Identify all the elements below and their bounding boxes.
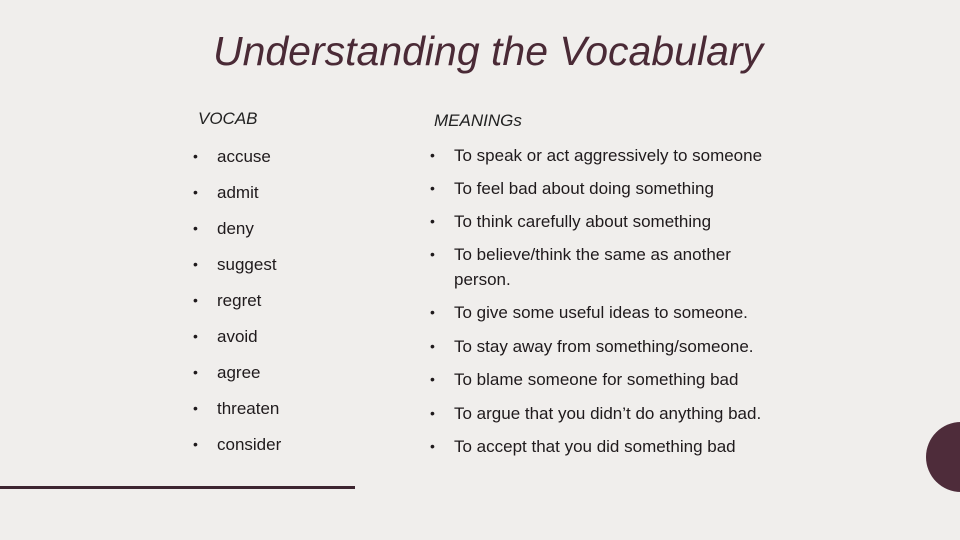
meaning-item (430, 401, 810, 426)
vocab-word: consider (217, 435, 282, 454)
slide-title: Understanding the Vocabulary (212, 28, 764, 74)
vocab-item (193, 216, 254, 241)
bullet-icon: • (430, 304, 435, 320)
meaning-item (430, 367, 810, 392)
bullet-icon: • (193, 184, 198, 200)
bottom-divider (0, 486, 355, 489)
meaning-item (430, 300, 810, 325)
bullet-icon: • (193, 364, 198, 380)
bullet-icon: • (430, 180, 435, 196)
meaning-item (430, 209, 810, 234)
meaning-item (430, 334, 810, 359)
vocab-word: regret (217, 291, 262, 310)
bullet-icon: • (430, 405, 435, 421)
bullet-icon: • (193, 148, 198, 164)
meaning-text: To accept that you did something bad (454, 437, 736, 456)
bullet-icon: • (193, 328, 198, 344)
bullet-icon: • (193, 400, 198, 416)
accent-circle (926, 422, 960, 492)
bullet-icon: • (430, 213, 435, 229)
meanings-column-header: MEANINGs (434, 111, 522, 130)
vocab-item (193, 180, 259, 205)
meaning-text: To feel bad about doing something (454, 179, 714, 198)
vocab-item (193, 360, 260, 385)
vocab-word: deny (217, 219, 254, 238)
meaning-item (430, 143, 810, 168)
bullet-icon: • (193, 436, 198, 452)
meaning-item (430, 434, 810, 459)
meaning-text: To give some useful ideas to someone. (454, 303, 748, 322)
bullet-icon: • (430, 371, 435, 387)
vocab-item (193, 432, 281, 457)
vocab-word: accuse (217, 147, 271, 166)
vocab-word: admit (217, 183, 259, 202)
vocab-item (193, 144, 271, 169)
vocab-column-header: VOCAB (198, 109, 258, 128)
vocab-word: agree (217, 363, 261, 382)
meaning-text: To believe/think the same as another person. (454, 245, 731, 289)
bullet-icon: • (430, 338, 435, 354)
bullet-icon: • (193, 292, 198, 308)
meaning-text: To speak or act aggressively to someone (454, 146, 763, 165)
meaning-text: To argue that you didn’t do anything bad. (454, 404, 762, 423)
meaning-item (430, 176, 810, 201)
vocab-word: avoid (217, 327, 258, 346)
meaning-item (430, 242, 810, 292)
vocab-item (193, 252, 277, 277)
bullet-icon: • (430, 147, 435, 163)
vocab-item (193, 288, 261, 313)
bullet-icon: • (430, 438, 435, 454)
vocab-item (193, 396, 279, 421)
bullet-icon: • (430, 246, 435, 262)
vocab-item (193, 324, 258, 349)
meaning-text: To think carefully about something (454, 212, 712, 231)
vocab-word: suggest (217, 255, 277, 274)
meaning-text: To stay away from something/someone. (454, 337, 754, 356)
meaning-text: To blame someone for something bad (454, 370, 739, 389)
bullet-icon: • (193, 256, 198, 272)
vocab-word: threaten (217, 399, 280, 418)
bullet-icon: • (193, 220, 198, 236)
